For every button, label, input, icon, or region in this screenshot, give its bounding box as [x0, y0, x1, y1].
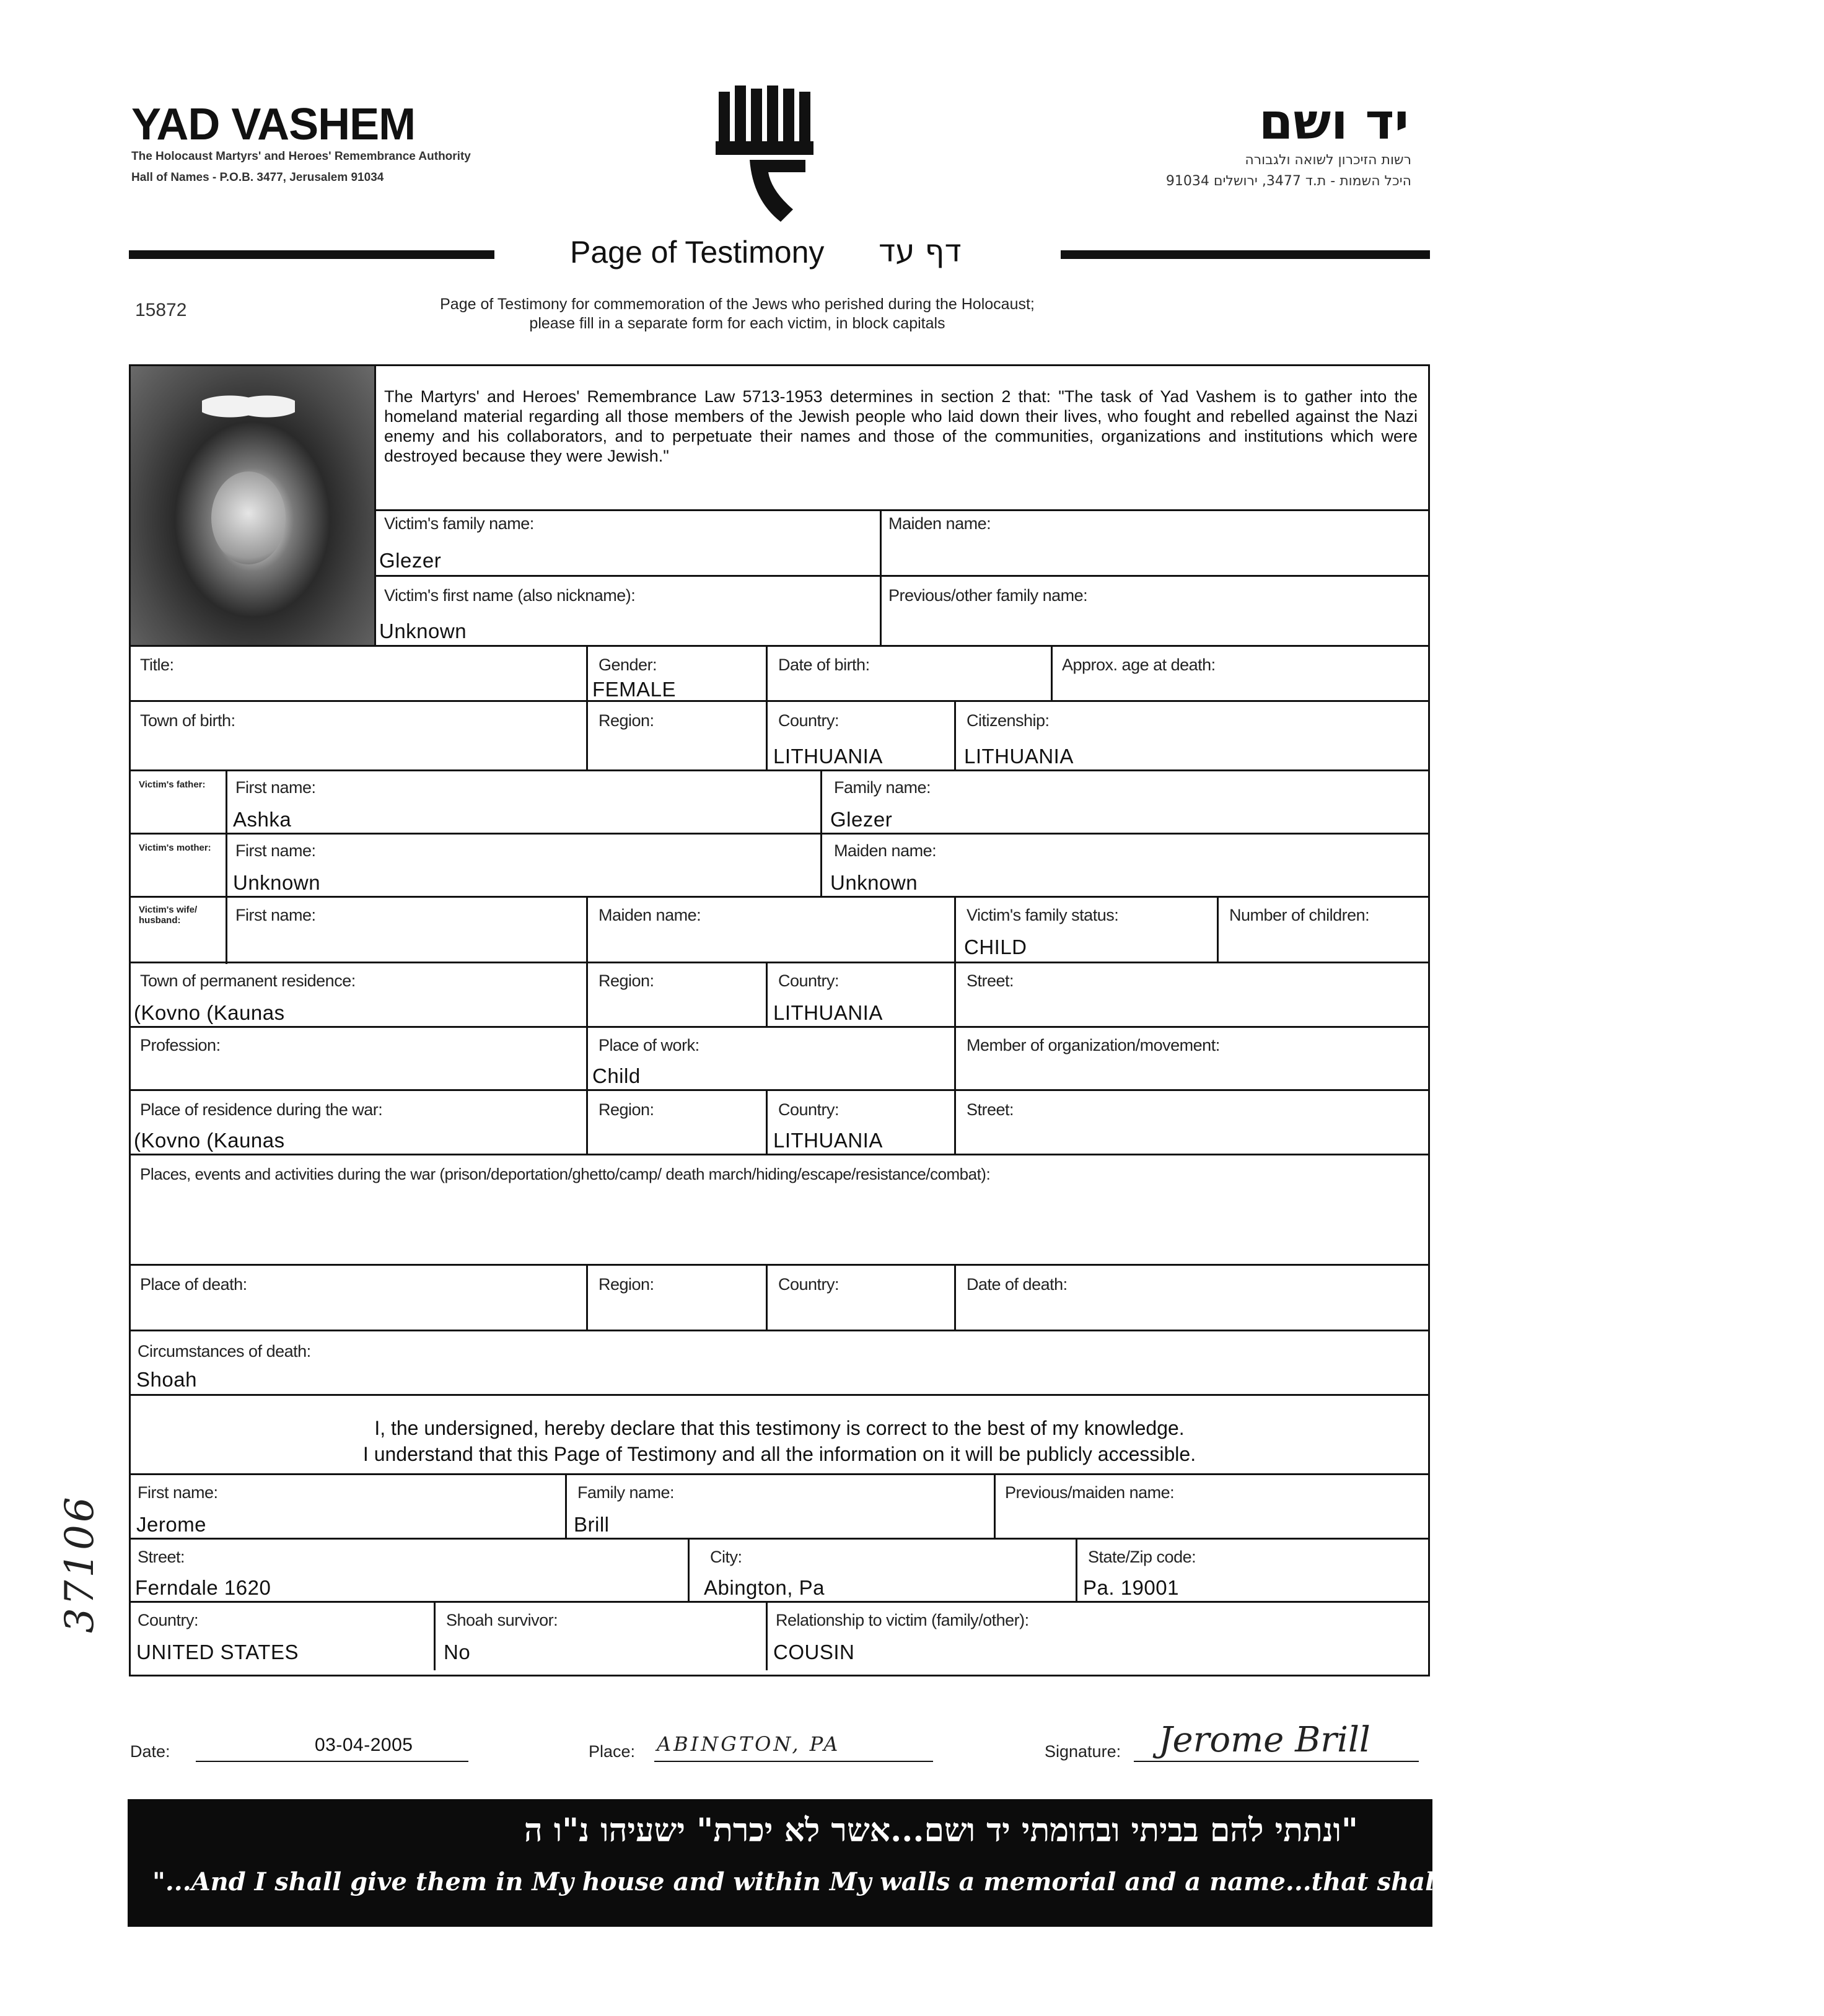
maiden-name-label: Maiden name: [888, 514, 991, 533]
war-country-label: Country: [778, 1100, 840, 1119]
place-value[interactable]: ABINGTON, PA [657, 1732, 841, 1756]
family-status[interactable]: CHILD [964, 936, 1027, 958]
death-region-label: Region: [598, 1275, 654, 1294]
archive-number: 37106 [57, 1494, 103, 1633]
declaration-line-2: I understand that this Page of Testimony and all the information on it will be publicly accessible. [362, 1443, 1196, 1465]
submitter-family-name[interactable]: Brill [574, 1513, 610, 1536]
submitter-family-name-label: Family name: [577, 1483, 675, 1502]
document-number: 15872 [135, 300, 187, 320]
membership-label: Member of organization/movement: [967, 1036, 1220, 1054]
submitter-country-label: Country: [138, 1611, 199, 1629]
quote-banner [128, 1799, 1824, 1927]
intro-line-1: Page of Testimony for commemoration of the Jews who perished during the Holocaust; [440, 296, 1035, 313]
gender-label: Gender: [598, 655, 657, 674]
header-rule-left [129, 250, 494, 259]
submitter-country[interactable]: UNITED STATES [136, 1641, 299, 1663]
father-family-name[interactable]: Glezer [830, 808, 893, 831]
org-name: YAD VASHEM [131, 100, 416, 149]
place-of-death-label: Place of death: [140, 1275, 247, 1294]
age-at-death-label: Approx. age at death: [1062, 655, 1216, 674]
war-events-label: Places, events and activities during the war (prison/deportation/ghetto/camp/ death march/hiding/escape/resistance/combat): [140, 1165, 991, 1183]
org-subtitle: The Holocaust Martyrs' and Heroes' Remembrance Authority [131, 150, 471, 163]
org-subtitle-hebrew: רשות הזיכרון לשואה ולגבורה [1245, 152, 1411, 168]
residence-country[interactable]: LITHUANIA [773, 1001, 883, 1024]
submitter-previous-name-label: Previous/maiden name: [1005, 1483, 1175, 1502]
birth-country-label: Country: [778, 711, 840, 730]
place-of-work-label: Place of work: [598, 1036, 699, 1054]
spouse-maiden-name-label: Maiden name: [598, 906, 701, 924]
mother-row-label: Victim's mother: [139, 843, 211, 853]
shoah-survivor[interactable]: No [444, 1641, 471, 1663]
submitter-first-name-label: First name: [138, 1483, 218, 1502]
date-value[interactable]: 03-04-2005 [315, 1735, 413, 1755]
relationship[interactable]: COUSIN [773, 1641, 855, 1663]
previous-family-name-label: Previous/other family name: [888, 586, 1088, 605]
place-of-work[interactable]: Child [592, 1064, 641, 1087]
circumstances[interactable]: Shoah [136, 1368, 197, 1391]
father-row-label: Victim's father: [139, 779, 206, 790]
father-first-name[interactable]: Ashka [233, 808, 292, 831]
page-title: Page of Testimony [570, 235, 825, 270]
mother-first-name[interactable]: Unknown [233, 871, 321, 894]
death-country-label: Country: [778, 1275, 840, 1294]
signature-label: Signature: [1045, 1742, 1121, 1761]
war-residence-label: Place of residence during the war: [140, 1100, 383, 1119]
declaration [129, 1415, 1430, 1467]
town-of-birth-label: Town of birth: [140, 711, 235, 730]
victim-family-name[interactable]: Glezer [379, 549, 442, 572]
residence-region-label: Region: [598, 971, 654, 990]
residence-town[interactable]: (Kovno (Kaunas [134, 1001, 285, 1024]
war-street-label: Street: [967, 1100, 1014, 1119]
circumstances-label: Circumstances of death: [138, 1342, 311, 1361]
war-country[interactable]: LITHUANIA [773, 1129, 883, 1152]
father-family-name-label: Family name: [834, 778, 931, 797]
declaration-line-1: I, the undersigned, hereby declare that this testimony is correct to the best of my knowledge. [374, 1417, 1185, 1439]
intro-line-2: please fill in a separate form for each victim, in block capitals [529, 315, 945, 332]
submitter-zip[interactable]: Pa. 19001 [1083, 1576, 1179, 1599]
signature[interactable]: Jerome Brill [1159, 1720, 1370, 1760]
submitter-street[interactable]: Ferndale 1620 [135, 1576, 271, 1599]
gender-value[interactable]: FEMALE [592, 678, 677, 701]
citizenship-label: Citizenship: [967, 711, 1050, 730]
submitter-city-label: City: [710, 1548, 742, 1566]
date-label: Date: [130, 1742, 170, 1761]
mother-maiden-name-label: Maiden name: [834, 841, 937, 860]
title-label: Title: [140, 655, 174, 674]
profession-label: Profession: [140, 1036, 221, 1054]
victim-photo [131, 366, 376, 645]
place-line [654, 1761, 933, 1762]
submitter-zip-label: State/Zip code: [1088, 1548, 1196, 1566]
intro-text [347, 295, 1128, 333]
page-title-hebrew: דף עד [879, 233, 962, 269]
submitter-street-label: Street: [138, 1548, 185, 1566]
signature-line [1134, 1761, 1419, 1762]
org-address-hebrew: היכל השמות - ת.ד 3477, ירושלים 91034 [1165, 173, 1411, 189]
submitter-city[interactable]: Abington, Pa [704, 1576, 825, 1599]
org-name-hebrew: יד ושם [1258, 93, 1409, 151]
relationship-label: Relationship to victim (family/other): [776, 1611, 1029, 1629]
spouse-first-name-label: First name: [235, 906, 316, 924]
dob-label: Date of birth: [778, 655, 870, 674]
yad-vashem-logo [712, 85, 824, 228]
birth-country[interactable]: LITHUANIA [773, 745, 883, 768]
org-address: Hall of Names - P.O.B. 3477, Jerusalem 91034 [131, 171, 384, 184]
shoah-survivor-label: Shoah survivor: [446, 1611, 558, 1629]
header-rule-right [1061, 250, 1430, 259]
mother-maiden-name[interactable]: Unknown [830, 871, 918, 894]
citizenship[interactable]: LITHUANIA [964, 745, 1074, 768]
banner-hebrew-quote: "ונתתי להם בביתי ובחומתי יד ושם...אשר לא יכרת" ישעיהו נ"ו ה [524, 1812, 1358, 1849]
banner-english-quote: "...And I shall give them in My house and within My walls a memorial and a name...that shall not be cut off" Isaiah, 56:5 [152, 1867, 1824, 1896]
mother-first-name-label: First name: [235, 841, 316, 860]
family-status-label: Victim's family status: [967, 906, 1119, 924]
children-label: Number of children: [1229, 906, 1370, 924]
residence-street-label: Street: [967, 971, 1014, 990]
residence-country-label: Country: [778, 971, 840, 990]
victim-first-name-label: Victim's first name (also nickname): [384, 586, 636, 605]
war-residence[interactable]: (Kovno (Kaunas [134, 1129, 285, 1152]
date-of-death-label: Date of death: [967, 1275, 1068, 1294]
place-label: Place: [589, 1742, 636, 1761]
remembrance-law-text: The Martyrs' and Heroes' Remembrance Law 5713-1953 determines in section 2 that: "The task of Yad Vashem is to gather into the homeland material regarding all those members of the Jewish people who laid down their lives, who fought and rebelled against the Nazi enemy and his collaborators, and to perpetuate their names and those of the communities, organizations and institutions which were destroyed because they were Jewish." [384, 387, 1418, 465]
date-line [196, 1761, 468, 1762]
spouse-row-label: Victim's wife/ husband: [139, 905, 198, 926]
submitter-first-name[interactable]: Jerome [136, 1513, 207, 1536]
residence-town-label: Town of permanent residence: [140, 971, 356, 990]
war-region-label: Region: [598, 1100, 654, 1119]
victim-first-name[interactable]: Unknown [379, 620, 467, 642]
victim-family-name-label: Victim's family name: [384, 514, 534, 533]
birth-region-label: Region: [598, 711, 654, 730]
father-first-name-label: First name: [235, 778, 316, 797]
